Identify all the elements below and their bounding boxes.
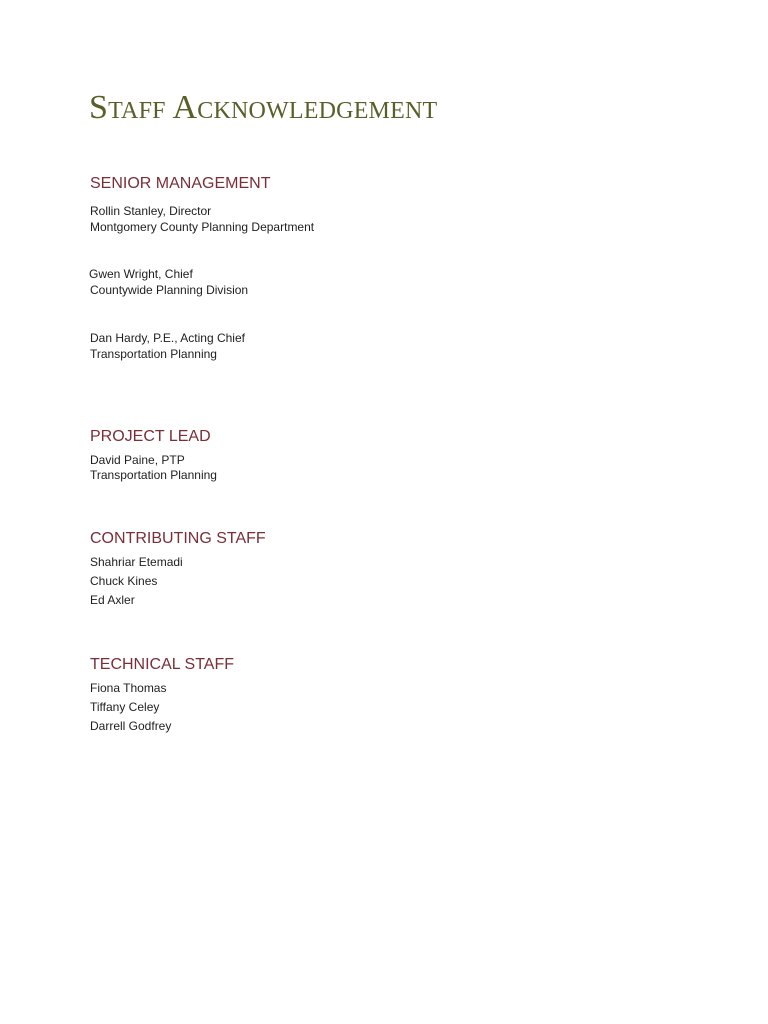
staff-name: Shahriar Etemadi bbox=[90, 555, 183, 569]
technical-staff-heading: TECHNICAL STAFF bbox=[90, 656, 235, 673]
contributing-staff-heading: CONTRIBUTING STAFF bbox=[90, 530, 266, 547]
senior-management-heading: SENIOR MANAGEMENT bbox=[90, 175, 271, 192]
person-name: Gwen Wright, Chief bbox=[89, 267, 193, 281]
person-name: David Paine, PTP bbox=[90, 453, 185, 467]
staff-name: Ed Axler bbox=[90, 593, 135, 607]
person-organization: Transportation Planning bbox=[90, 347, 217, 361]
staff-name: Tiffany Celey bbox=[90, 700, 160, 714]
person-name: Rollin Stanley, Director bbox=[90, 204, 212, 218]
project-lead-heading: PROJECT LEAD bbox=[90, 428, 211, 445]
person-organization: Transportation Planning bbox=[90, 468, 217, 482]
person-organization: Countywide Planning Division bbox=[90, 283, 249, 297]
person-organization: Montgomery County Planning Department bbox=[90, 220, 315, 234]
staff-name: Darrell Godfrey bbox=[90, 719, 172, 733]
staff-name: Fiona Thomas bbox=[90, 681, 167, 695]
person-name: Dan Hardy, P.E., Acting Chief bbox=[90, 331, 245, 345]
staff-name: Chuck Kines bbox=[90, 574, 158, 588]
page-title: Staff Acknowledgement bbox=[89, 89, 438, 126]
